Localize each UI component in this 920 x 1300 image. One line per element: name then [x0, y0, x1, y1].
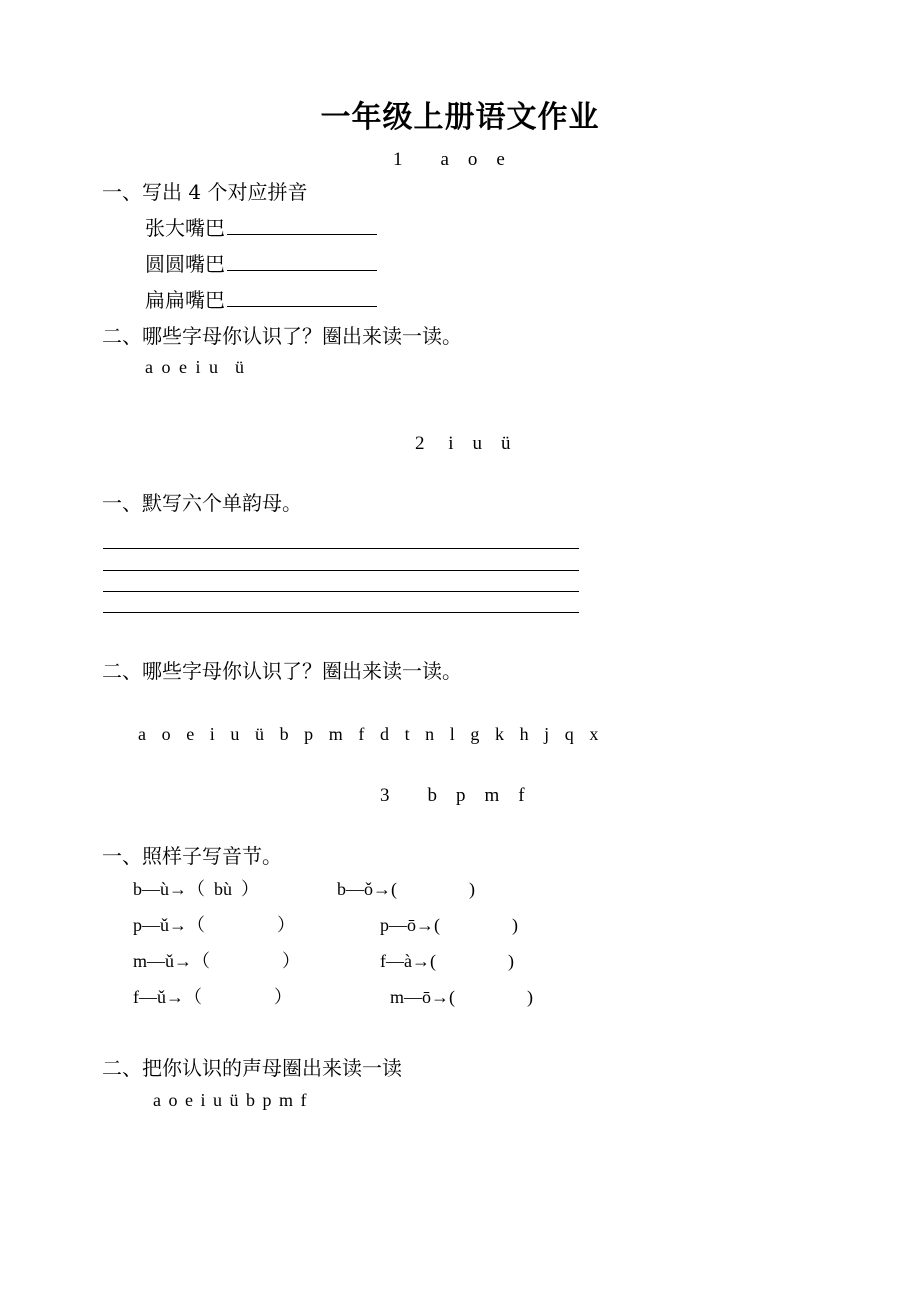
- exercise-3-right[interactable]: f—à→( ): [380, 951, 514, 971]
- lesson-3-heading: 3 b p m f: [380, 785, 525, 806]
- exercise-1-right[interactable]: b—ǒ→( ): [337, 879, 475, 899]
- lesson-1-question-2: 二、哪些字母你认识了？圈出来读一读。: [102, 324, 462, 348]
- writing-line-2[interactable]: [103, 570, 579, 571]
- lesson-1-item-1: [145, 212, 377, 241]
- exercise-2-right[interactable]: p—ō→( ): [380, 915, 518, 935]
- writing-line-1[interactable]: [103, 548, 579, 549]
- lesson-1-item-3: [145, 284, 377, 313]
- exercise-1-left[interactable]: b—ù→（ bù ）: [133, 879, 259, 899]
- writing-line-3[interactable]: [103, 591, 579, 592]
- lesson-1-heading: 1 a o e: [393, 149, 505, 170]
- lesson-2-question-2: 二、哪些字母你认识了？圈出来读一读。: [102, 659, 462, 683]
- page-title: 一年级上册语文作业: [320, 100, 600, 135]
- item-label: 扁扁嘴巴: [145, 288, 225, 312]
- item-label: 圆圆嘴巴: [145, 252, 225, 276]
- exercise-4-right[interactable]: m—ō→( ): [390, 987, 533, 1007]
- answer-blank[interactable]: [227, 216, 377, 235]
- lesson-3-question-1: 一、照样子写音节。: [102, 844, 282, 868]
- exercise-4-left[interactable]: f—ǔ→（ ）: [133, 987, 292, 1007]
- lesson-1-letters: a o e i u ü: [145, 357, 244, 377]
- lesson-2-heading: 2 i u ü: [415, 433, 511, 454]
- lesson-3-letters: a o e i u ü b p m f: [153, 1090, 307, 1110]
- exercise-2-left[interactable]: p—ǔ→（ ）: [133, 915, 295, 935]
- lesson-2-letters: a o e i u ü b p m f d t n l g k h j q x: [138, 724, 598, 744]
- item-label: 张大嘴巴: [145, 216, 225, 240]
- lesson-1-item-2: [145, 248, 377, 277]
- lesson-2-question-1: 一、默写六个单韵母。: [102, 491, 302, 515]
- answer-blank[interactable]: [227, 288, 377, 307]
- lesson-1-question-1: 一、写出 4 个对应拼音: [102, 180, 308, 204]
- writing-line-4[interactable]: [103, 612, 579, 613]
- exercise-3-left[interactable]: m—ǔ→（ ）: [133, 951, 301, 971]
- lesson-3-question-2: 二、把你认识的声母圈出来读一读: [102, 1056, 402, 1080]
- answer-blank[interactable]: [227, 252, 377, 271]
